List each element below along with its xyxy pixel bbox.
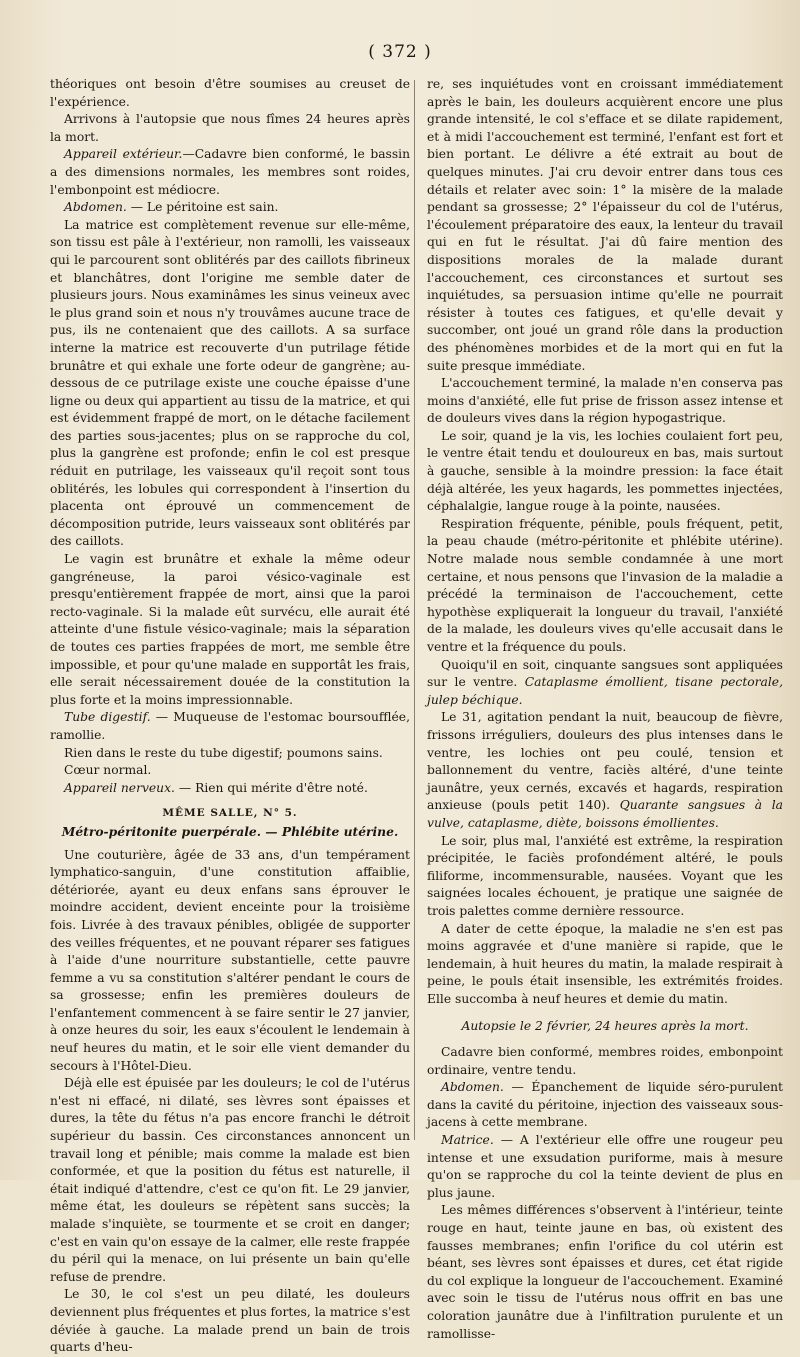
paragraph <box>427 709 783 832</box>
paragraph-text: Quoiqu'il en soit, cinquante sangsues sont appliquées sur le ventre. <box>427 657 783 690</box>
paragraph: Une couturière, âgée de 33 ans, d'un tempérament lymphatico-sanguin, d'une constitution affaiblie, détériorée, ayant eu deux enfans sans éprouver le moindre accident, devient enceinte pour la troisième fois. Livrée à des travaux pénibles, obligée de supporter des veilles fréquentes, et ne pouvant réparer ses fatigues à l'aide d'une nourriture substantielle, cette pauvre femme a vu sa constitution s'altérer pendant le cours de sa grossesse; enfin les premières douleurs de l'enfantement commencent à se faire sentir le 27 janvier, à onze heures du soir, les eaux s'écoulent le lendemain à neuf heures du matin, et le soir elle vient demander du secours à l'Hôtel-Dieu. <box>50 847 410 1073</box>
paragraph-text: Le 31, agitation pendant la nuit, beaucoup de fièvre, frissons irréguliers, douleurs des plus intenses dans le ventre, les lochies ont peu coulé, tension et ballonnement du ventre, faciès altéré, d'une teinte jaunâtre, yeux cernés, excavés et hagards, respiration anxieuse (pouls petit 140). <box>427 710 783 813</box>
paragraph: Cadavre bien conformé, membres roides, embonpoint ordinaire, ventre tendu. <box>427 1045 783 1077</box>
paragraph-text: — A l'extérieur elle offre une rougeur peu intense et une exsudation puriforme, mais à mesure qu'on se rapproche du col la teinte devient de plus en plus jaune. <box>427 1133 784 1200</box>
case-title: Métro-péritonite puerpérale. — Phlébite utérine. <box>61 823 399 839</box>
paragraph: Le 30, le col s'est un peu dilaté, les douleurs deviennent plus fréquentes et plus fortes, la matrice s'est déviée à gauche. La malade prend un bain de trois quarts d'heu- <box>50 1287 410 1355</box>
paragraph: Déjà elle est épuisée par les douleurs; le col de l'utérus n'est ni effacé, ni dilaté, ses lèvres sont épaisses et dures, la tête du fétus n'a pas encore franchi le détroit supérieur du bassin. Ces circonstances annoncent un travail long et pénible; mais comme la malade est bien conformée, et que la position du fétus est naturelle, il était indiqué d'attendre, c'est ce qu'on fit. Le 29 janvier, même état, les douleurs se répètent sans succès; la malade s'inquiète, se tourmente et se croit en danger; c'est en vain qu'on essaye de la calmer, elle reste frappée du péril qui la menace, on lui présente un bain qu'elle refuse de prendre. <box>50 1076 410 1284</box>
paragraph <box>50 709 410 744</box>
paragraph <box>427 1132 783 1202</box>
paragraph <box>50 780 410 798</box>
paragraph: théoriques ont besoin d'être soumises au creuset de l'expérience. <box>50 77 410 109</box>
section-lead: Abdomen. <box>441 1080 504 1095</box>
paragraph: L'accouchement terminé, la malade n'en conserva pas moins d'anxiété, elle fut prise de frisson assez intense et de douleurs vives dans la région hypogastrique. <box>427 376 783 426</box>
paragraph-text: — Le péritoine est sain. <box>130 200 279 215</box>
paragraph: Arrivons à l'autopsie que nous fîmes 24 heures après la mort. <box>50 112 410 144</box>
paragraph-text: — Épanchement de liquide séro-purulent dans la cavité du péritoine, injection des vaisseaux sous-jacens à cette membrane. <box>427 1080 783 1130</box>
paragraph <box>427 1079 783 1132</box>
prescription: Quarante sangsues à la vulve, cataplasme, diète, boissons émollientes. <box>427 798 783 830</box>
paragraph-text: — Muqueuse de l'estomac boursoufflée, ramollie. <box>50 710 410 742</box>
paragraph: Respiration fréquente, pénible, pouls fréquent, petit, la peau chaude (métro-péritonite et phlébite utérine). Notre malade nous semble condamnée à une mort certaine, et nous pensons que l'invasion de la maladie a précédé la terminaison de l'accouchement, cette hypothèse expliquerait la longueur du travail, l'anxiété de la malade, les douleurs vives qu'elle accusait dans le ventre et la fréquence du pouls. <box>427 516 783 654</box>
page-number: ( 372 ) <box>368 42 432 62</box>
section-lead: Appareil nerveux. <box>64 780 175 795</box>
section-lead: Matrice. <box>441 1133 494 1148</box>
paragraph: re, ses inquiétudes vont en croissant immédiatement après le bain, les douleurs acquièrent encore une plus grande intensité, le col s'efface et se dilate rapidement, et à midi l'accouchement est terminé, l'enfant est fort et bien portant. Le délivre a été extrait au bout de quelques minutes. J'ai cru devoir entrer dans tous ces détails et relater avec soin: 1° la misère de la malade pendant sa grossesse; 2° l'épaisseur du col de l'utérus, l'écoulement préparatoire des eaux, la lenteur du travail qui en fut le résultat. J'ai dû faire mention des dispositions morales de la malade durant l'accouchement, ces circonstances et surtout ses inquiétudes, sa persuasion intime qu'elle ne pourrait résister à toutes ces fatigues, et qu'elle devait y succomber, ont joué un grand rôle dans la production des phénomènes morbides et de la mort qui en fut la suite presque immédiate. <box>427 77 783 373</box>
paragraph-text: —Cadavre bien conformé, le bassin a des dimensions normales, les membres sont roides, l'embonpoint est médiocre. <box>50 147 410 197</box>
paragraph: Rien dans le reste du tube digestif; poumons sains. <box>64 745 383 760</box>
paragraph: Le vagin est brunâtre et exhale la même odeur gangréneuse, la paroi vésico-vaginale est presqu'entièrement frappée de mort, ainsi que la paroi recto-vaginale. Si la malade eût survécu, elle aurait été atteinte d'une fistule vésico-vaginale; mais la séparation de toutes ces parties frappées de mort, me semble être impossible, et pour qu'une malade en supportât les frais, elle serait nécessairement douée de la constitution la plus forte et la moins impressionnable. <box>50 552 410 707</box>
paragraph <box>427 657 783 710</box>
prescription: Cataplasme émollient, tisane pectorale, julep béchique. <box>427 675 783 707</box>
paragraph: Le soir, quand je la vis, les lochies coulaient fort peu, le ventre était tendu et douloureux en bas, mais surtout à gauche, sensible à la moindre pression: la face était déjà altérée, les yeux hagards, les pommettes injectées, céphalalgie, langue rouge à la pointe, nausées. <box>427 428 783 514</box>
paragraph: La matrice est complètement revenue sur elle-même, son tissu est pâle à l'extérieur, non ramolli, les vaisseaux qui le parcourent sont oblitérés par des caillots fibrineux et blanchâtres, dont l'origine me semble dater de plusieurs jours. Nous examinâmes les sinus veineux avec le plus grand soin et nous n'y trouvâmes aucune trace de pus, ils ne contenaient que des caillots. A sa surface interne la matrice est recouverte d'un putrilage fétide brunâtre et qui exhale une forte odeur de gangrène; au-dessous de ce putrilage existe une couche épaisse d'une ligne ou deux qui appartient au tissu de la matrice, et qui est évidemment frappé de mort, on le détache facilement des parties sous-jacentes; plus on se rapproche du col, plus la gangrène est profonde; enfin le col est presque réduit en putrilage, les vaisseaux qu'il reçoit sont tous oblitérés, les lobules qui correspondent à l'insertion du placenta ont éprouvé un commencement de décomposition putride, leurs vaisseaux sont oblitérés par des caillots. <box>50 217 410 549</box>
paragraph <box>50 199 410 217</box>
paragraph: A dater de cette époque, la maladie ne s'en est pas moins aggravée et d'une manière si rapide, que le lendemain, à huit heures du matin, la malade respirait à peine, le pouls était insensible, les extrémités froides. Elle succomba à neuf heures et demie du matin. <box>427 921 783 1006</box>
paragraph: Cœur normal. <box>64 763 152 778</box>
section-lead: Tube digestif. <box>64 710 151 725</box>
left-column <box>50 76 410 1357</box>
right-column <box>427 76 783 1343</box>
section-lead: Appareil extérieur. <box>64 147 183 162</box>
section-lead: Abdomen. <box>64 200 127 215</box>
paragraph: Les mêmes différences s'observent à l'intérieur, teinte rouge en haut, teinte jaune en bas, où existent des fausses membranes; enfin l'orifice du col utérin est béant, ses lèvres sont épaisses et dures, cet état rigide du col explique la longueur de l'accouchement. Examiné avec soin le tissu de l'utérus nous offrit en bas une coloration jaunâtre due à l'infiltration purulente et un ramollisse- <box>427 1203 783 1341</box>
paragraph <box>50 146 410 199</box>
autopsy-title: Autopsie le 2 février, 24 heures après la mort. <box>461 1019 749 1034</box>
paragraph-text: — Rien qui mérite d'être noté. <box>178 780 368 795</box>
case-header: MÊME SALLE, N° 5. <box>162 807 298 820</box>
column-divider <box>414 80 415 1140</box>
paragraph: Le soir, plus mal, l'anxiété est extrême, la respiration précipitée, le faciès profondément altéré, le pouls filiforme, incommensurable, nausées. Voyant que les saignées locales échouent, je pratique une saignée de trois palettes comme dernière ressource. <box>427 833 783 918</box>
